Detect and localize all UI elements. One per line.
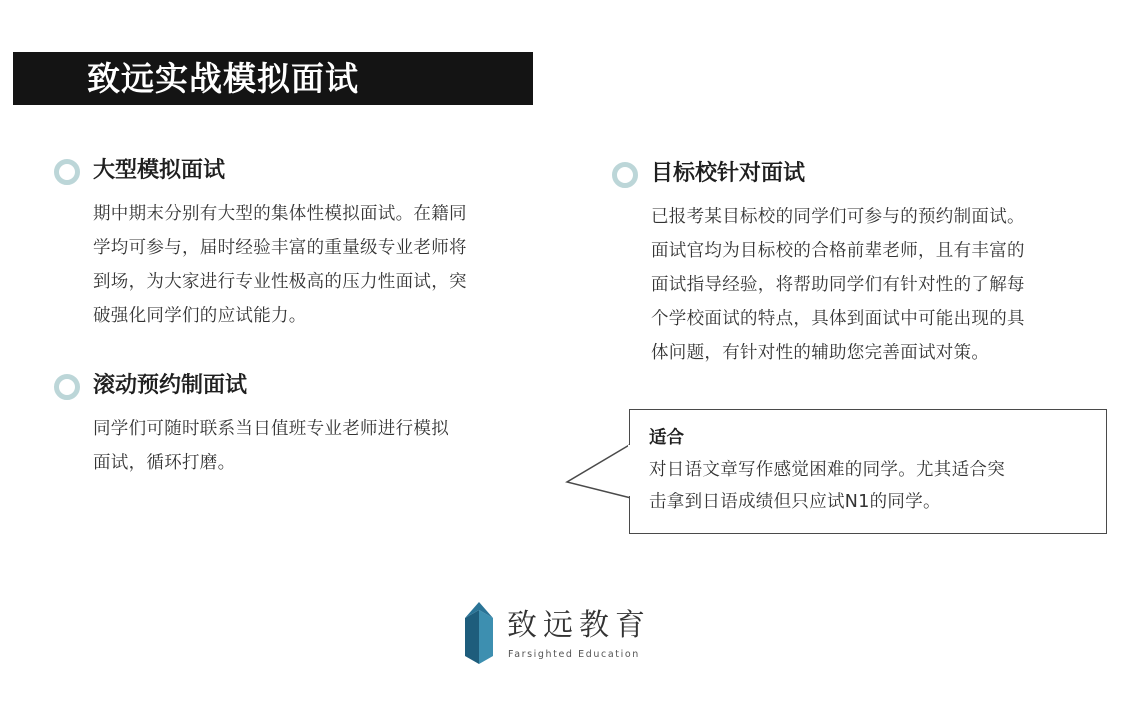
section-rolling-booking-interview — [54, 370, 544, 480]
logo-chinese-name: 致远教育 — [507, 608, 651, 643]
body-line: 已报考某目标校的同学们可参与的预约制面试。 — [651, 207, 1025, 227]
title-banner — [13, 52, 533, 105]
section-title: 大型模拟面试 — [93, 158, 226, 183]
body-line: 面试，循环打磨。 — [93, 453, 236, 473]
circle-bullet-icon — [54, 374, 80, 400]
pointer-join — [628, 445, 632, 496]
body-line: 学均可参与，届时经验丰富的重量级专业老师将 — [93, 238, 467, 258]
circle-bullet-icon — [612, 162, 638, 188]
section-body — [93, 197, 544, 333]
section-title: 滚动预约制面试 — [93, 373, 248, 398]
body-line: 到场，为大家进行专业性极高的压力性面试，突 — [93, 272, 467, 292]
body-line: 对日语文章写作感觉困难的同学。尤其适合突 — [649, 460, 1005, 480]
body-line: 期中期末分别有大型的集体性模拟面试。在籍同 — [93, 204, 467, 224]
logo-english-name: Farsighted Education — [508, 649, 640, 660]
body-line: 面试指导经验，将帮助同学们有针对性的了解每 — [651, 275, 1025, 295]
suitable-callout — [629, 409, 1107, 534]
body-line: 面试官均为目标校的合格前辈老师，且有丰富的 — [651, 241, 1025, 261]
body-line: 同学们可随时联系当日值班专业老师进行模拟 — [93, 419, 449, 439]
body-line: 破强化同学们的应试能力。 — [93, 306, 307, 326]
page-title: 致远实战模拟面试 — [87, 59, 359, 98]
speech-pointer-icon — [565, 442, 633, 502]
callout-body — [649, 454, 1094, 518]
section-title: 目标校针对面试 — [651, 161, 806, 186]
section-target-school-interview — [612, 158, 1112, 370]
body-line: 个学校面试的特点，具体到面试中可能出现的具 — [651, 309, 1025, 329]
callout-title: 适合 — [649, 428, 684, 448]
brand-logo — [462, 600, 662, 666]
circle-bullet-icon — [54, 159, 80, 185]
section-body — [93, 412, 544, 480]
section-large-mock-interview — [54, 155, 544, 333]
body-line: 体问题，有针对性的辅助您完善面试对策。 — [651, 343, 990, 363]
logo-cube-icon — [462, 600, 496, 666]
section-body — [651, 200, 1112, 370]
body-line: 击拿到日语成绩但只应试N1的同学。 — [649, 492, 941, 512]
